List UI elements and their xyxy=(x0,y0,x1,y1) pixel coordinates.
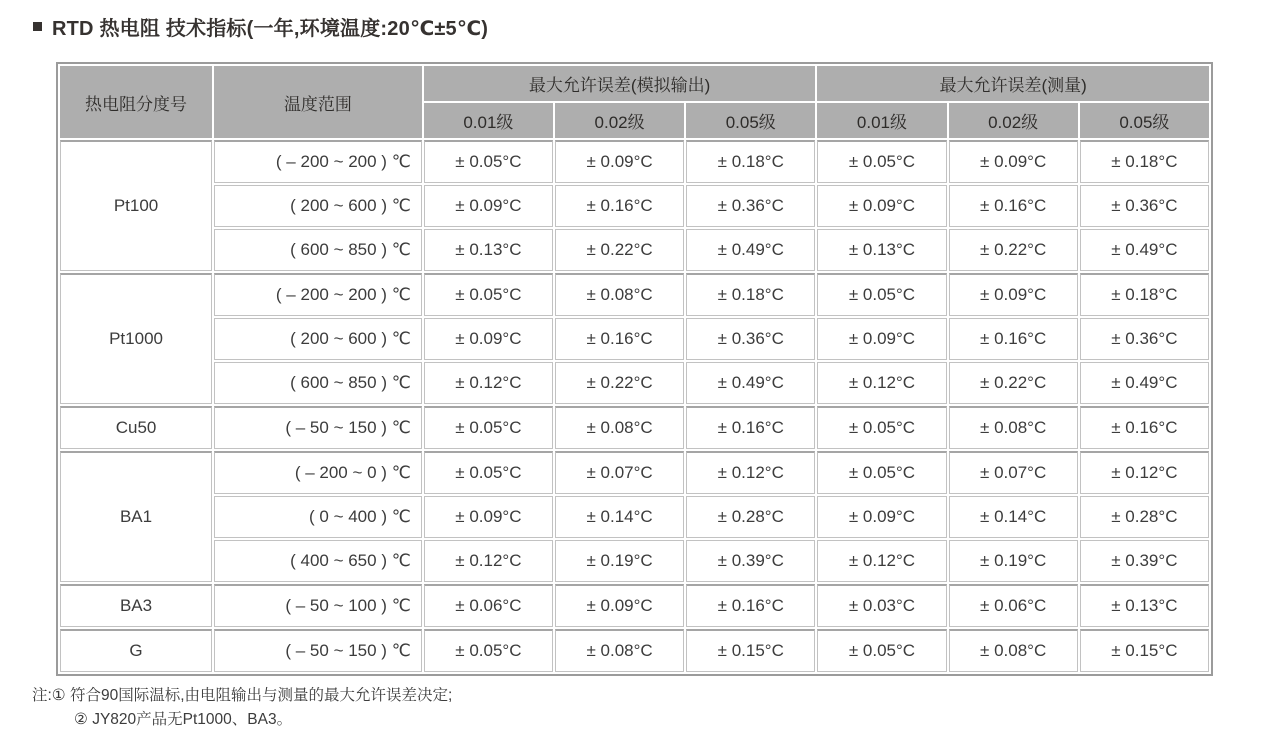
error-value-cell: ± 0.18°C xyxy=(686,273,815,316)
temp-range-cell: ( 600 ~ 850 ) ℃ xyxy=(214,362,422,404)
table-row xyxy=(60,451,1209,494)
table-row xyxy=(60,229,1209,271)
error-value-cell: ± 0.22°C xyxy=(555,229,684,271)
error-value-cell: ± 0.28°C xyxy=(686,496,815,538)
error-value-cell: ± 0.05°C xyxy=(424,140,553,183)
temp-range-cell: ( 600 ~ 850 ) ℃ xyxy=(214,229,422,271)
error-value-cell: ± 0.08°C xyxy=(555,273,684,316)
error-value-cell: ± 0.13°C xyxy=(1080,584,1209,627)
error-value-cell: ± 0.16°C xyxy=(555,185,684,227)
error-value-cell: ± 0.16°C xyxy=(1080,406,1209,449)
error-value-cell: ± 0.12°C xyxy=(424,540,553,582)
col-header-sensor-type: 热电阻分度号 xyxy=(60,66,212,138)
col-header-temp-range: 温度范围 xyxy=(214,66,422,138)
table-row xyxy=(60,540,1209,582)
error-value-cell: ± 0.13°C xyxy=(424,229,553,271)
sensor-type-cell: Cu50 xyxy=(60,406,212,449)
error-value-cell: ± 0.07°C xyxy=(949,451,1078,494)
temp-range-cell: ( 400 ~ 650 ) ℃ xyxy=(214,540,422,582)
page-title xyxy=(33,12,488,41)
error-value-cell: ± 0.16°C xyxy=(686,584,815,627)
error-value-cell: ± 0.12°C xyxy=(686,451,815,494)
col-header-analog-grade-005: 0.05级 xyxy=(686,103,815,138)
error-value-cell: ± 0.05°C xyxy=(817,140,946,183)
error-value-cell: ± 0.36°C xyxy=(1080,185,1209,227)
error-value-cell: ± 0.36°C xyxy=(686,185,815,227)
temp-range-cell: ( 0 ~ 400 ) ℃ xyxy=(214,496,422,538)
col-header-measure-grade-005: 0.05级 xyxy=(1080,103,1209,138)
col-header-analog-grade-001: 0.01级 xyxy=(424,103,553,138)
error-value-cell: ± 0.49°C xyxy=(686,362,815,404)
sensor-type-cell: BA3 xyxy=(60,584,212,627)
col-header-measure-grade-002: 0.02级 xyxy=(949,103,1078,138)
error-value-cell: ± 0.16°C xyxy=(555,318,684,360)
error-value-cell: ± 0.13°C xyxy=(817,229,946,271)
error-value-cell: ± 0.16°C xyxy=(686,406,815,449)
error-value-cell: ± 0.18°C xyxy=(686,140,815,183)
error-value-cell: ± 0.09°C xyxy=(949,140,1078,183)
error-value-cell: ± 0.09°C xyxy=(817,185,946,227)
temp-range-cell: ( 200 ~ 600 ) ℃ xyxy=(214,318,422,360)
spec-table-frame xyxy=(56,62,1213,676)
table-row xyxy=(60,496,1209,538)
error-value-cell: ± 0.05°C xyxy=(424,629,553,672)
col-header-measurement-group: 最大允许误差(测量) xyxy=(817,66,1209,101)
error-value-cell: ± 0.14°C xyxy=(949,496,1078,538)
error-value-cell: ± 0.05°C xyxy=(424,451,553,494)
error-value-cell: ± 0.05°C xyxy=(817,273,946,316)
footnote-line-2: ② JY820产品无Pt1000、BA3。 xyxy=(74,711,293,729)
error-value-cell: ± 0.14°C xyxy=(555,496,684,538)
error-value-cell: ± 0.36°C xyxy=(1080,318,1209,360)
error-value-cell: ± 0.18°C xyxy=(1080,140,1209,183)
table-row xyxy=(60,140,1209,183)
error-value-cell: ± 0.39°C xyxy=(1080,540,1209,582)
error-value-cell: ± 0.49°C xyxy=(686,229,815,271)
temp-range-cell: ( – 200 ~ 200 ) ℃ xyxy=(214,140,422,183)
error-value-cell: ± 0.39°C xyxy=(686,540,815,582)
error-value-cell: ± 0.19°C xyxy=(555,540,684,582)
error-value-cell: ± 0.09°C xyxy=(424,496,553,538)
col-header-measure-grade-001: 0.01级 xyxy=(817,103,946,138)
table-row xyxy=(60,273,1209,316)
table-row xyxy=(60,185,1209,227)
error-value-cell: ± 0.05°C xyxy=(817,406,946,449)
error-value-cell: ± 0.16°C xyxy=(949,318,1078,360)
error-value-cell: ± 0.16°C xyxy=(949,185,1078,227)
table-row xyxy=(60,629,1209,672)
error-value-cell: ± 0.05°C xyxy=(424,273,553,316)
error-value-cell: ± 0.09°C xyxy=(817,318,946,360)
error-value-cell: ± 0.06°C xyxy=(949,584,1078,627)
error-value-cell: ± 0.15°C xyxy=(1080,629,1209,672)
page-title-text: RTD 热电阻 技术指标(一年,环境温度:20℃±5℃) xyxy=(52,18,489,40)
error-value-cell: ± 0.49°C xyxy=(1080,362,1209,404)
sensor-type-cell: BA1 xyxy=(60,451,212,582)
error-value-cell: ± 0.12°C xyxy=(424,362,553,404)
footnotes xyxy=(32,684,452,732)
sensor-type-cell: Pt100 xyxy=(60,140,212,271)
error-value-cell: ± 0.09°C xyxy=(424,318,553,360)
table-row xyxy=(60,362,1209,404)
error-value-cell: ± 0.22°C xyxy=(555,362,684,404)
spec-table xyxy=(58,64,1211,674)
error-value-cell: ± 0.03°C xyxy=(817,584,946,627)
error-value-cell: ± 0.08°C xyxy=(555,406,684,449)
error-value-cell: ± 0.09°C xyxy=(555,584,684,627)
col-header-analog-output-group: 最大允许误差(模拟输出) xyxy=(424,66,816,101)
error-value-cell: ± 0.08°C xyxy=(949,406,1078,449)
error-value-cell: ± 0.28°C xyxy=(1080,496,1209,538)
temp-range-cell: ( – 200 ~ 200 ) ℃ xyxy=(214,273,422,316)
error-value-cell: ± 0.49°C xyxy=(1080,229,1209,271)
error-value-cell: ± 0.36°C xyxy=(686,318,815,360)
sensor-type-cell: G xyxy=(60,629,212,672)
error-value-cell: ± 0.05°C xyxy=(424,406,553,449)
error-value-cell: ± 0.09°C xyxy=(949,273,1078,316)
square-bullet-icon xyxy=(33,22,42,31)
error-value-cell: ± 0.09°C xyxy=(817,496,946,538)
error-value-cell: ± 0.06°C xyxy=(424,584,553,627)
error-value-cell: ± 0.12°C xyxy=(817,362,946,404)
error-value-cell: ± 0.18°C xyxy=(1080,273,1209,316)
error-value-cell: ± 0.22°C xyxy=(949,362,1078,404)
error-value-cell: ± 0.08°C xyxy=(949,629,1078,672)
error-value-cell: ± 0.22°C xyxy=(949,229,1078,271)
error-value-cell: ± 0.15°C xyxy=(686,629,815,672)
col-header-analog-grade-002: 0.02级 xyxy=(555,103,684,138)
temp-range-cell: ( – 50 ~ 150 ) ℃ xyxy=(214,406,422,449)
footnote-line-1: 注:① 符合90国际温标,由电阻输出与测量的最大允许误差决定; xyxy=(32,687,453,704)
temp-range-cell: ( – 200 ~ 0 ) ℃ xyxy=(214,451,422,494)
table-row xyxy=(60,406,1209,449)
spec-table-body xyxy=(60,140,1209,672)
table-row xyxy=(60,318,1209,360)
sensor-type-cell: Pt1000 xyxy=(60,273,212,404)
error-value-cell: ± 0.05°C xyxy=(817,451,946,494)
error-value-cell: ± 0.05°C xyxy=(817,629,946,672)
temp-range-cell: ( – 50 ~ 100 ) ℃ xyxy=(214,584,422,627)
error-value-cell: ± 0.08°C xyxy=(555,629,684,672)
error-value-cell: ± 0.09°C xyxy=(555,140,684,183)
temp-range-cell: ( 200 ~ 600 ) ℃ xyxy=(214,185,422,227)
temp-range-cell: ( – 50 ~ 150 ) ℃ xyxy=(214,629,422,672)
error-value-cell: ± 0.12°C xyxy=(817,540,946,582)
error-value-cell: ± 0.19°C xyxy=(949,540,1078,582)
header-row-groups xyxy=(60,66,1209,101)
error-value-cell: ± 0.09°C xyxy=(424,185,553,227)
error-value-cell: ± 0.07°C xyxy=(555,451,684,494)
table-row xyxy=(60,584,1209,627)
error-value-cell: ± 0.12°C xyxy=(1080,451,1209,494)
